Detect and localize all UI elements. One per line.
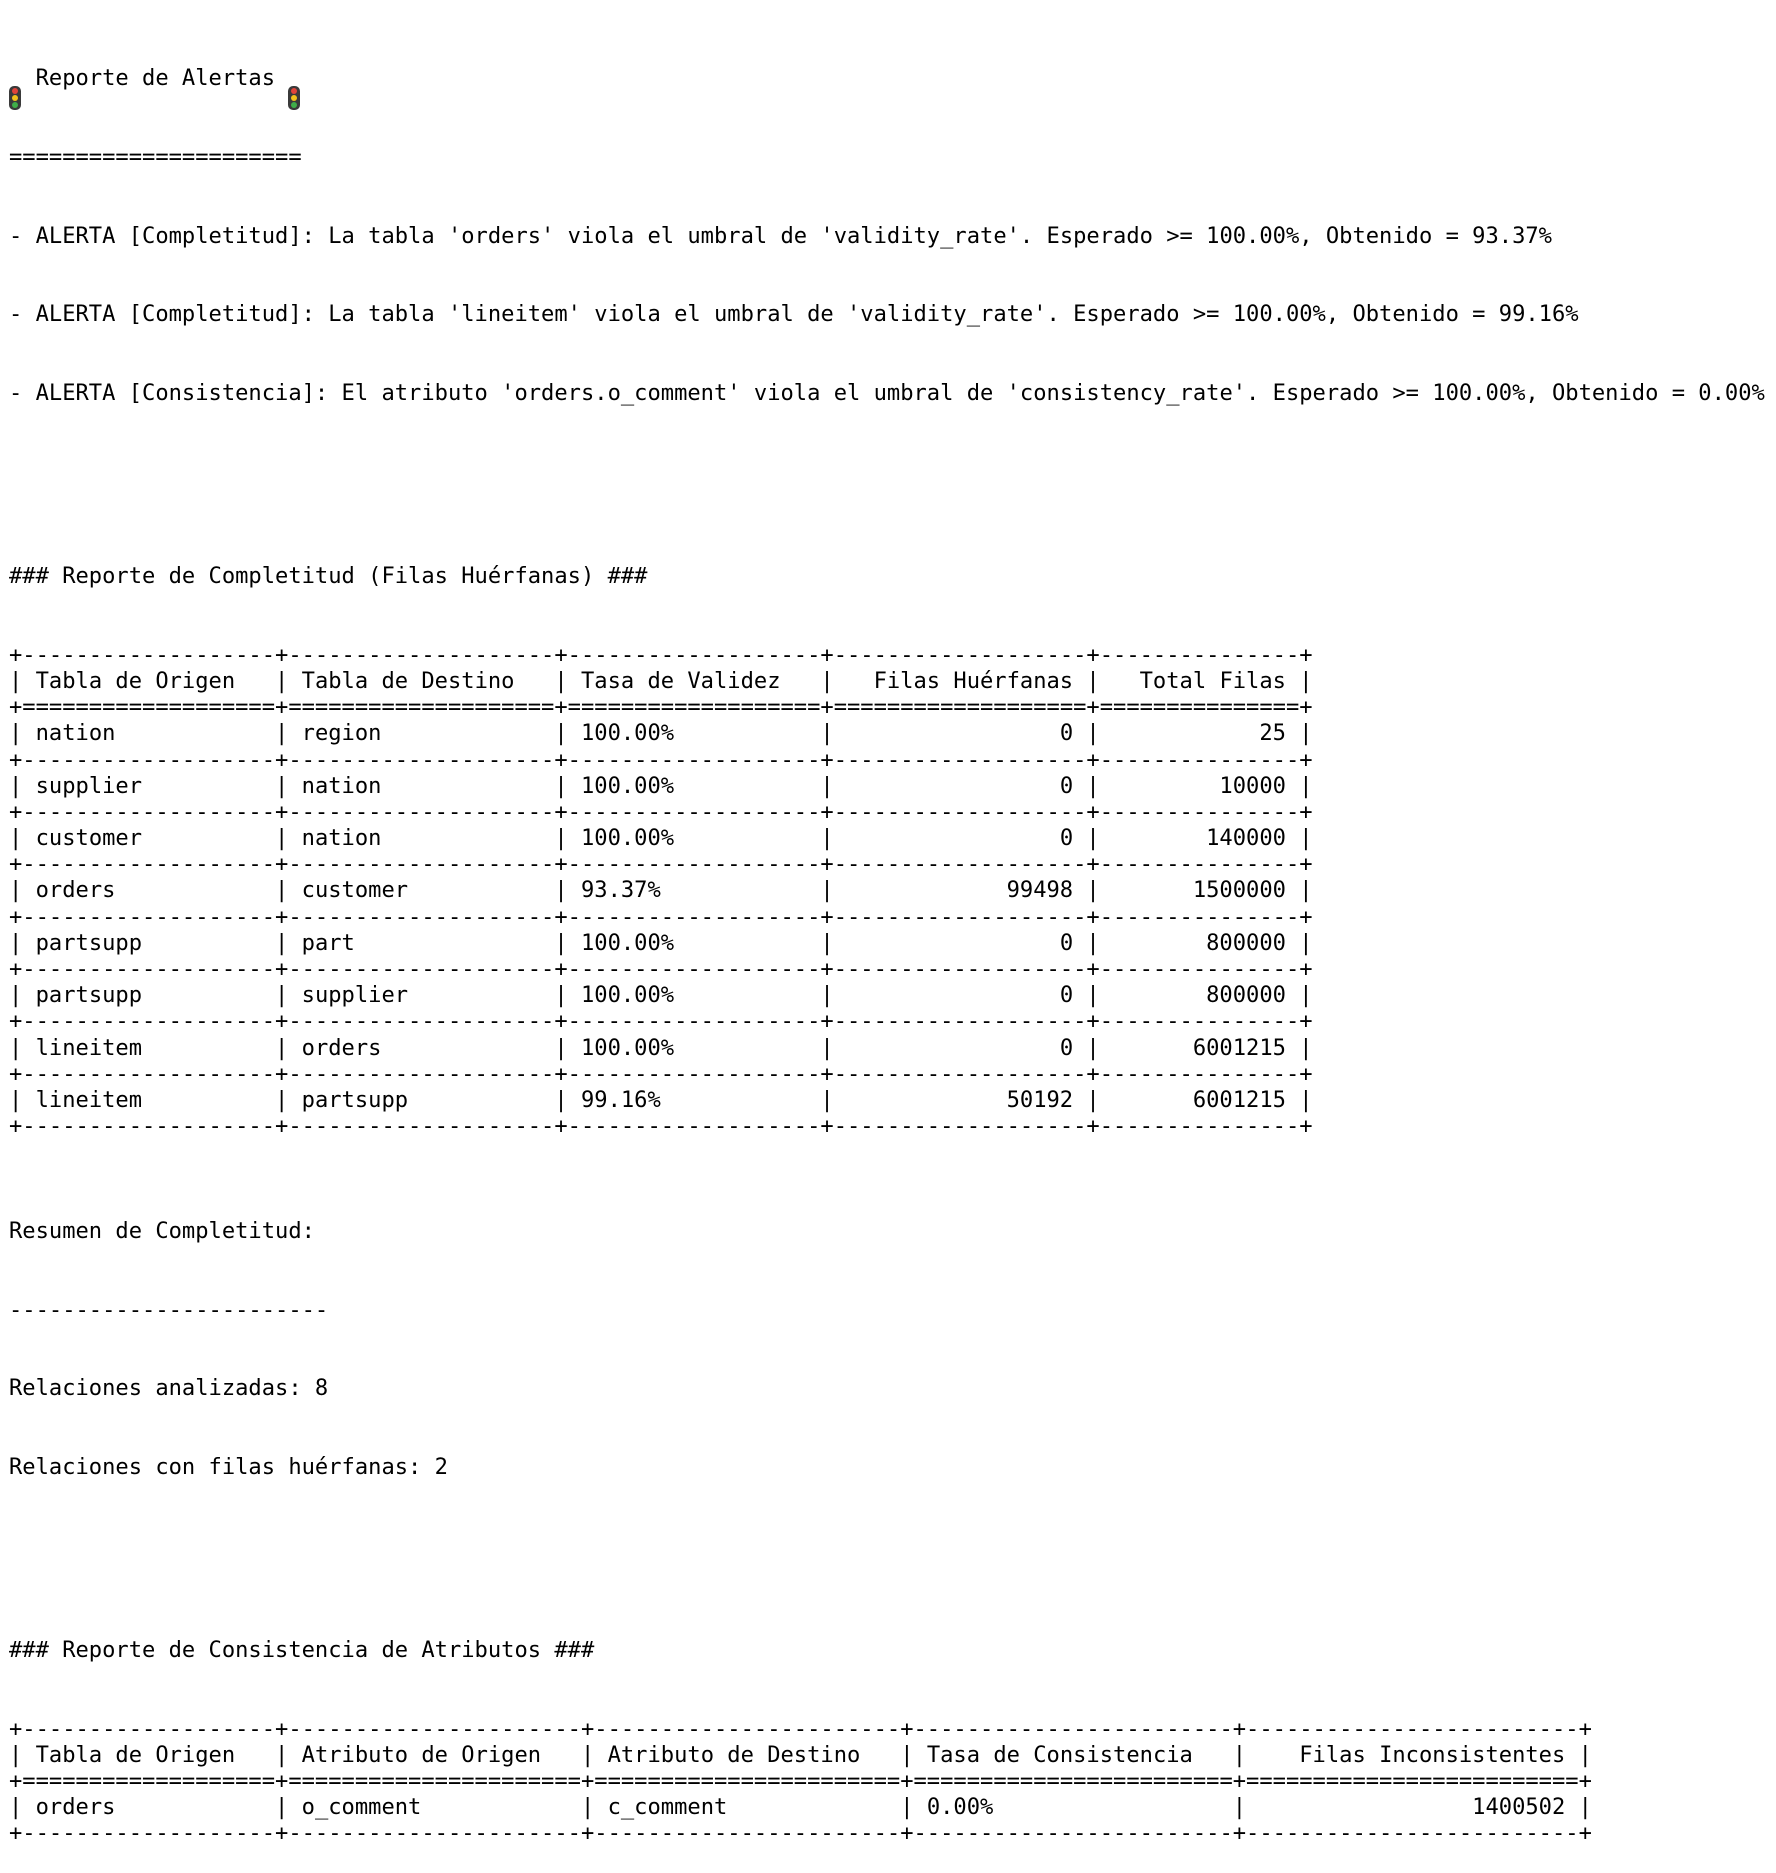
alerts-title-line bbox=[9, 65, 1765, 91]
table-cell: part bbox=[288, 929, 369, 956]
terminal-output bbox=[9, 13, 1765, 1873]
table-cell: 99498 bbox=[993, 877, 1087, 904]
table-header: | Tabla de Origen | Tabla de Destino | Tasa de Validez | Filas Huérfanas | Total Filas | bbox=[9, 667, 1313, 694]
table-border: +-------------------+--------------------+-------------------+-------------------+---------------+ bbox=[9, 746, 1313, 773]
alerts-title: Reporte de Alertas bbox=[35, 65, 276, 92]
table-cell: 100.00% bbox=[567, 982, 688, 1009]
column-header: Tabla de Destino bbox=[288, 667, 528, 694]
completeness-summary-title: Resumen de Completitud: bbox=[9, 1217, 315, 1244]
table-border: +-------------------+--------------------+-------------------+-------------------+---------------+ bbox=[9, 851, 1313, 878]
alert-line: - ALERTA [Completitud]: La tabla 'orders' viola el umbral de 'validity_rate'. Esperado >= 100.00%, Obtenido = 93.37% bbox=[9, 222, 1552, 249]
table-row: | partsupp | part | 100.00% | 0 | 800000 | bbox=[9, 929, 1313, 956]
consistency-report-title: ### Reporte de Consistencia de Atributos ### bbox=[9, 1637, 595, 1664]
table-cell: 0 bbox=[1046, 929, 1087, 956]
table-cell: partsupp bbox=[22, 929, 156, 956]
consistency-table bbox=[9, 1716, 1765, 1847]
table-row: | nation | region | 100.00% | 0 | 25 | bbox=[9, 720, 1313, 747]
alert-line: - ALERTA [Consistencia]: El atributo 'orders.o_comment' viola el umbral de 'consistency_rate'. Esperado >= 100.00%, Obtenido = 0.00% bbox=[9, 379, 1765, 406]
table-row: | orders | o_comment | c_comment | 0.00% | 1400502 | bbox=[9, 1794, 1592, 1821]
table-cell: 6001215 bbox=[1179, 1034, 1300, 1061]
table-cell: nation bbox=[288, 772, 395, 799]
table-border: +-------------------+--------------------+-------------------+-------------------+---------------+ bbox=[9, 798, 1313, 825]
table-cell: lineitem bbox=[22, 1034, 156, 1061]
table-cell: 0 bbox=[1046, 982, 1087, 1009]
table-cell: orders bbox=[22, 877, 129, 904]
table-row: | lineitem | orders | 100.00% | 0 | 6001215 | bbox=[9, 1034, 1313, 1061]
table-cell: nation bbox=[22, 720, 129, 747]
table-cell: partsupp bbox=[22, 982, 156, 1009]
relations-analyzed: Relaciones analizadas: 8 bbox=[9, 1375, 329, 1402]
column-header: Total Filas bbox=[1126, 667, 1300, 694]
table-cell: o_comment bbox=[288, 1794, 435, 1821]
table-header-separator: +===================+======================+=======================+========================+=========================+ bbox=[9, 1768, 1592, 1795]
table-cell: customer bbox=[288, 877, 422, 904]
table-row: | partsupp | supplier | 100.00% | 0 | 800000 | bbox=[9, 982, 1313, 1009]
table-cell: 1500000 bbox=[1179, 877, 1300, 904]
completeness-table bbox=[9, 642, 1765, 1140]
table-cell: 100.00% bbox=[567, 772, 688, 799]
table-cell: 6001215 bbox=[1179, 1086, 1300, 1113]
table-border: +-------------------+----------------------+-----------------------+------------------------+-------------------------+ bbox=[9, 1820, 1592, 1847]
table-cell: 0 bbox=[1046, 825, 1087, 852]
table-cell: customer bbox=[22, 825, 156, 852]
table-border: +-------------------+--------------------+-------------------+-------------------+---------------+ bbox=[9, 956, 1313, 983]
table-cell: orders bbox=[22, 1794, 129, 1821]
table-cell: 100.00% bbox=[567, 825, 688, 852]
table-border: +-------------------+--------------------+-------------------+-------------------+---------------+ bbox=[9, 1060, 1313, 1087]
table-cell: lineitem bbox=[22, 1086, 156, 1113]
table-cell: 99.16% bbox=[567, 1086, 675, 1113]
table-cell: 100.00% bbox=[567, 929, 688, 956]
column-header: Filas Inconsistentes bbox=[1285, 1741, 1579, 1768]
table-cell: 140000 bbox=[1192, 825, 1300, 852]
completeness-summary-underline: ------------------------ bbox=[9, 1296, 329, 1323]
table-header-separator: +===================+====================+===================+===================+===============+ bbox=[9, 694, 1313, 721]
completeness-report-title: ### Reporte de Completitud (Filas Huérfanas) ### bbox=[9, 563, 648, 590]
table-cell: 0 bbox=[1046, 1034, 1087, 1061]
table-border: +-------------------+--------------------+-------------------+-------------------+---------------+ bbox=[9, 641, 1313, 668]
table-cell: 10000 bbox=[1206, 772, 1300, 799]
table-cell: nation bbox=[288, 825, 395, 852]
table-cell: region bbox=[288, 720, 395, 747]
table-cell: c_comment bbox=[594, 1794, 741, 1821]
table-cell: 1400502 bbox=[1458, 1794, 1579, 1821]
column-header: Atributo de Origen bbox=[288, 1741, 555, 1768]
table-cell: 50192 bbox=[993, 1086, 1087, 1113]
table-cell: 800000 bbox=[1192, 929, 1300, 956]
table-cell: 0.00% bbox=[913, 1794, 1007, 1821]
column-header: Tabla de Origen bbox=[22, 1741, 249, 1768]
table-cell: 0 bbox=[1046, 720, 1087, 747]
spacer bbox=[9, 458, 1765, 484]
column-header: Tabla de Origen bbox=[22, 667, 249, 694]
table-row: | supplier | nation | 100.00% | 0 | 10000 | bbox=[9, 772, 1313, 799]
table-border: +-------------------+--------------------+-------------------+-------------------+---------------+ bbox=[9, 1008, 1313, 1035]
table-row: | orders | customer | 93.37% | 99498 | 1500000 | bbox=[9, 877, 1313, 904]
alert-line: - ALERTA [Completitud]: La tabla 'lineitem' viola el umbral de 'validity_rate'. Esperado >= 100.00%, Obtenido = 99.16% bbox=[9, 301, 1579, 328]
column-header: Tasa de Validez bbox=[567, 667, 794, 694]
table-cell: 800000 bbox=[1192, 982, 1300, 1009]
relations-with-orphans: Relaciones con filas huérfanas: 2 bbox=[9, 1453, 448, 1480]
table-cell: supplier bbox=[22, 772, 156, 799]
table-cell: 100.00% bbox=[567, 720, 688, 747]
table-border: +-------------------+--------------------+-------------------+-------------------+---------------+ bbox=[9, 1113, 1313, 1140]
table-row: | lineitem | partsupp | 99.16% | 50192 | 6001215 | bbox=[9, 1086, 1313, 1113]
table-cell: orders bbox=[288, 1034, 395, 1061]
table-cell: 0 bbox=[1046, 772, 1087, 799]
table-cell: partsupp bbox=[288, 1086, 422, 1113]
alerts-title-underline: ====================== bbox=[9, 144, 302, 170]
column-header: Tasa de Consistencia bbox=[913, 1741, 1207, 1768]
table-cell: 93.37% bbox=[567, 877, 675, 904]
table-cell: 25 bbox=[1246, 720, 1300, 747]
table-cell: 100.00% bbox=[567, 1034, 688, 1061]
table-border: +-------------------+----------------------+-----------------------+------------------------+-------------------------+ bbox=[9, 1715, 1592, 1742]
column-header: Atributo de Destino bbox=[594, 1741, 874, 1768]
table-cell: supplier bbox=[288, 982, 422, 1009]
table-header: | Tabla de Origen | Atributo de Origen | Atributo de Destino | Tasa de Consistencia | Filas Inconsistentes | bbox=[9, 1741, 1592, 1768]
table-border: +-------------------+--------------------+-------------------+-------------------+---------------+ bbox=[9, 903, 1313, 930]
spacer bbox=[9, 1532, 1765, 1558]
column-header: Filas Huérfanas bbox=[860, 667, 1087, 694]
table-row: | customer | nation | 100.00% | 0 | 140000 | bbox=[9, 825, 1313, 852]
